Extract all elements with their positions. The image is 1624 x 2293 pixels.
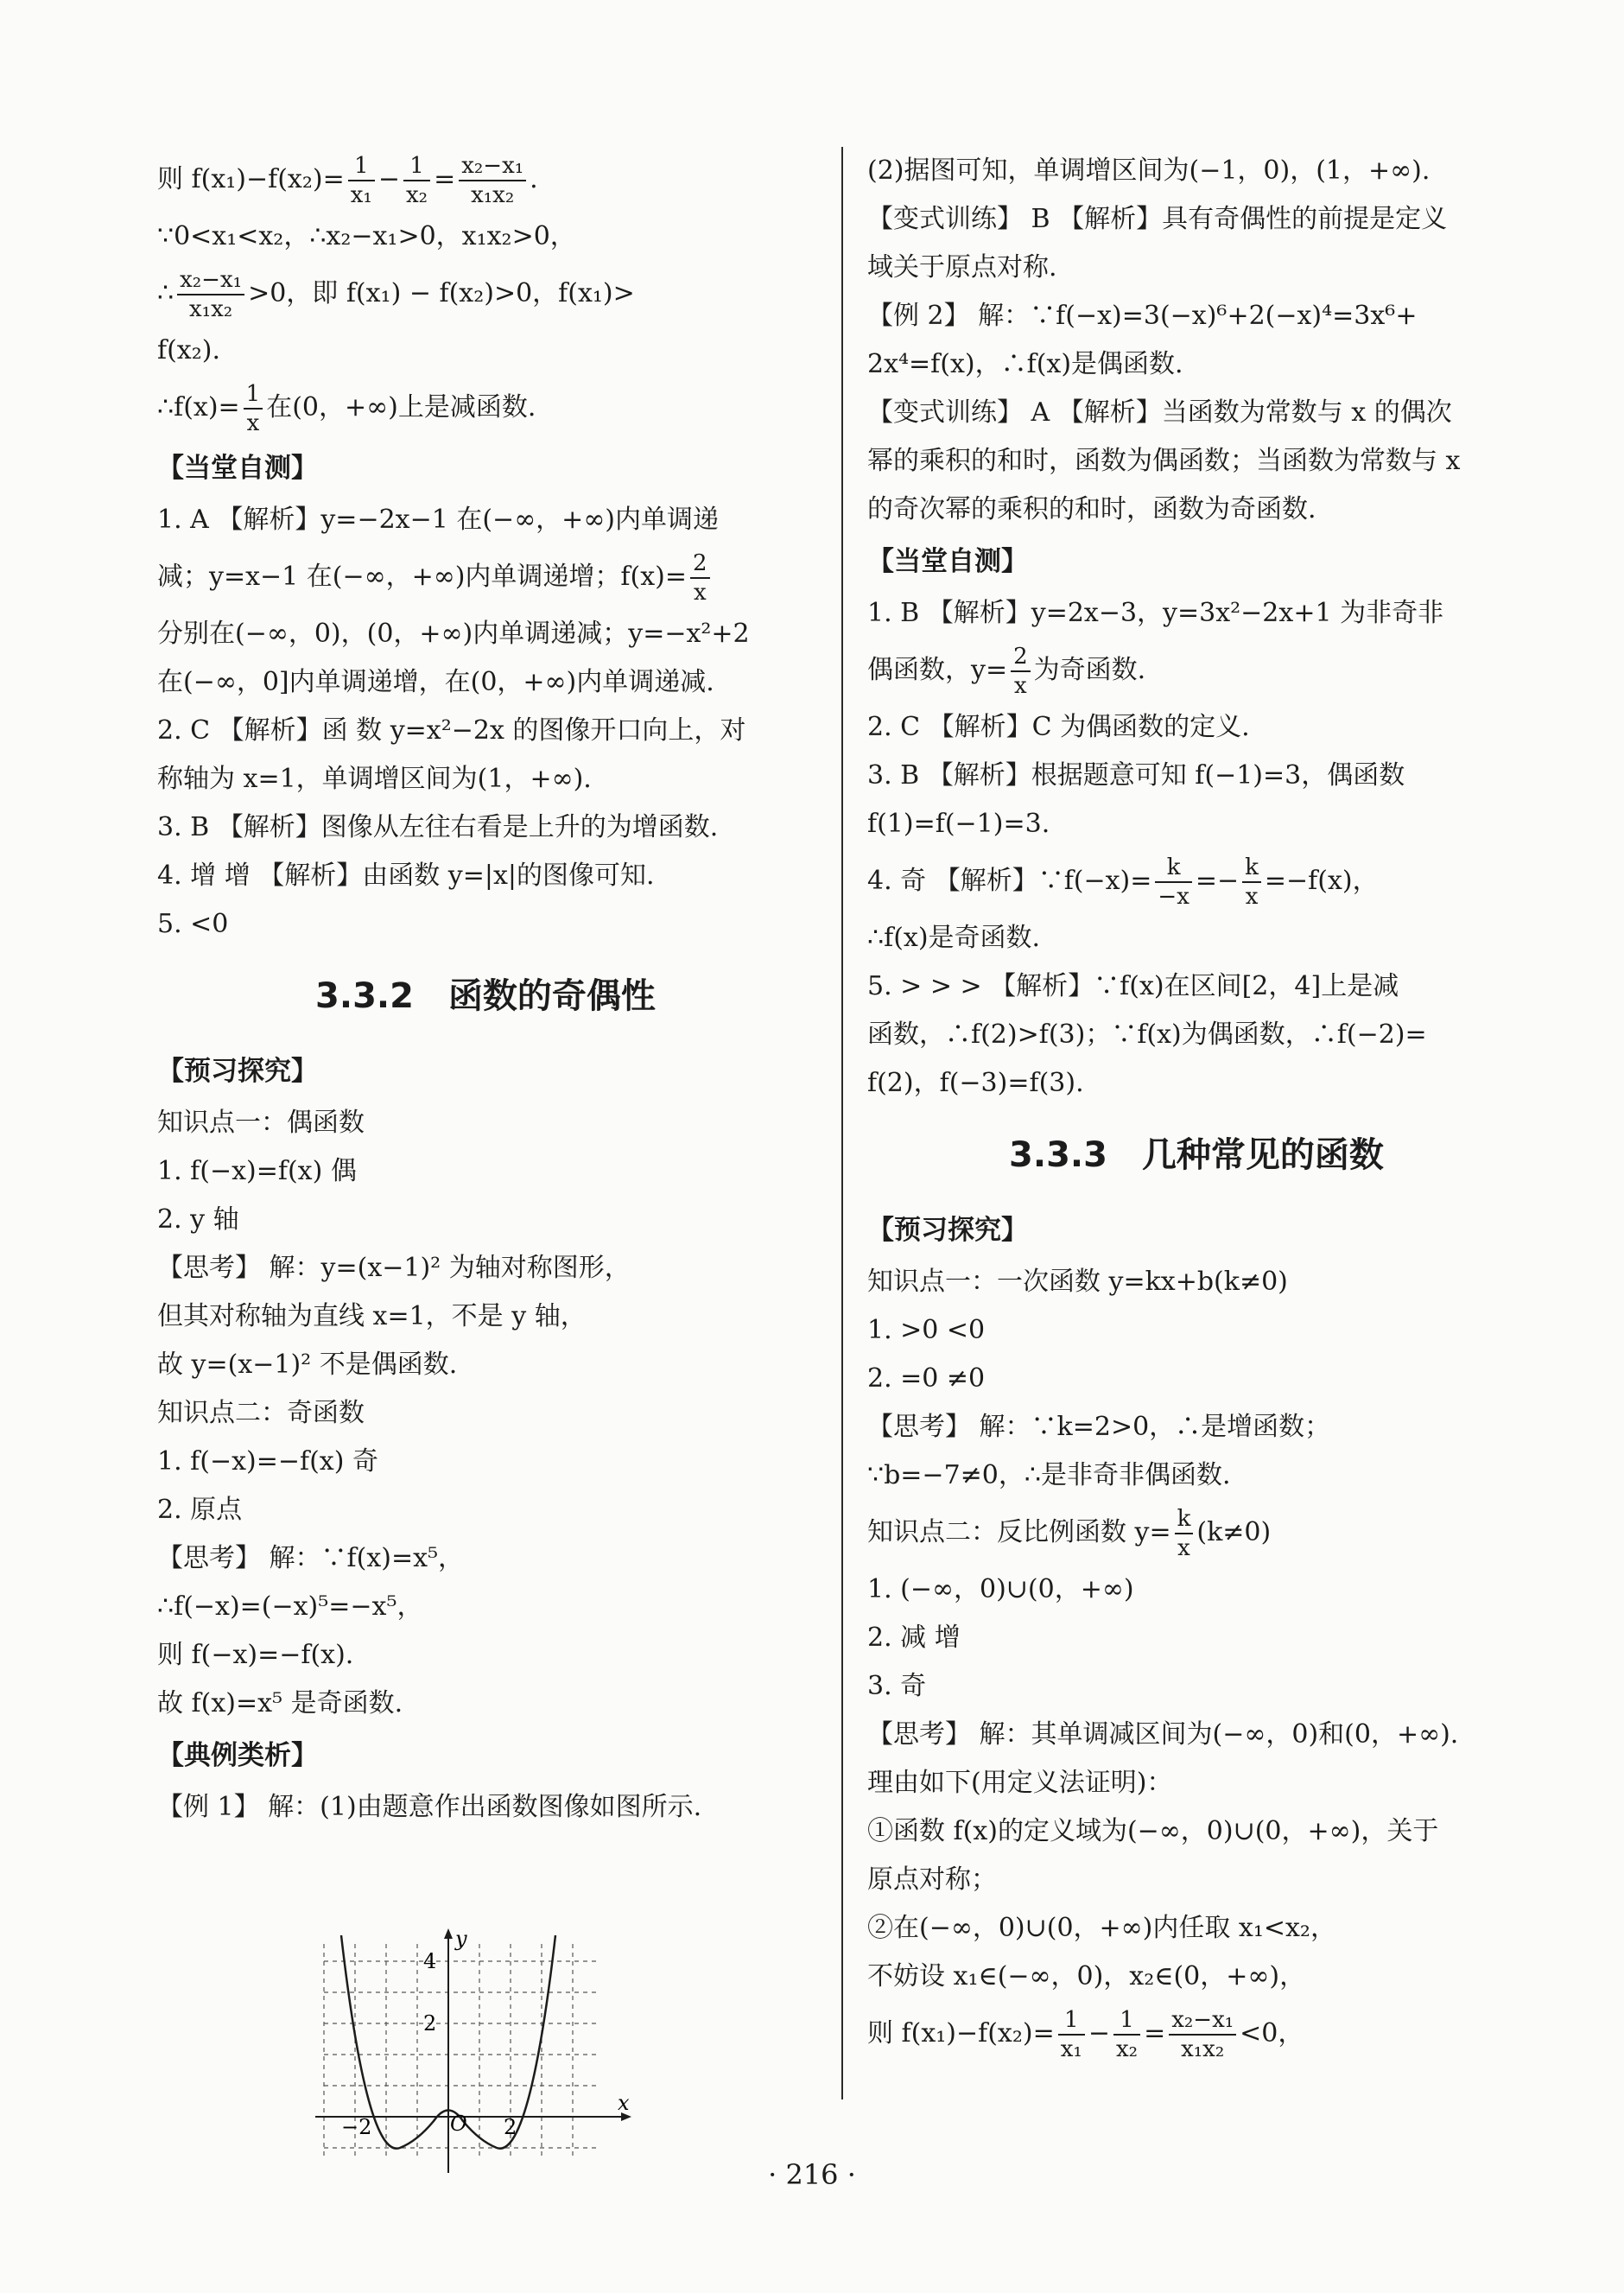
fraction: $\frac{\text{x₂−x₁}}{\text{x₁x₂}}$	[1169, 2006, 1236, 2063]
text-line: 1. (−∞，0)∪(0，+∞)	[867, 1574, 1134, 1604]
text-line: 1. >0 <0	[867, 1315, 986, 1345]
text-line: 2. =0 ≠0	[867, 1363, 986, 1394]
text-line: ∴ $\frac{\text{x₂−x₁}}{\text{x₁x₂}}$ >0，即 f(x₁) − f(x₂)>0，f(x₁)>	[157, 267, 635, 322]
text-line: 4. 增 增 【解析】由函数 y=|x|的图像可知.	[157, 861, 655, 891]
text-line: 【思考】 解：其单调减区间为(−∞，0)和(0，+∞).	[867, 1719, 1459, 1750]
text-line: 【例 2】 解：∵f(−x)=3(−x)⁶+2(−x)⁴=3x⁶+	[867, 301, 1418, 331]
y-axis-label: y	[455, 1927, 467, 1951]
text-line: ∴f(x)是奇函数.	[867, 923, 1041, 953]
fraction: $\frac{1}{x}$	[244, 380, 263, 437]
text-line: 【变式训练】 B 【解析】具有奇偶性的前提是定义	[867, 204, 1448, 234]
text-line: f(1)=f(−1)=3.	[867, 809, 1050, 839]
text-line: 故 y=(x−1)² 不是偶函数.	[157, 1350, 458, 1380]
text-line: 3. B 【解析】图像从左往右看是上升的为增函数.	[157, 812, 719, 842]
text-line: 则 f(x₁)−f(x₂)= $\frac{1}{\text{x₁}}$ − $\frac{1}{\text{x₂}}$ = $\frac{\text{x₂−x₁}}{\text{x₁x₂}}$ .	[157, 153, 538, 208]
text-line: 减；y=x−1 在(−∞，+∞)内单调递增；f(x)= $\frac{2}{x}$	[157, 544, 814, 610]
fraction: $\frac{1}{\text{x₁}}$	[1058, 2006, 1085, 2063]
x-axis-label: x	[618, 2091, 630, 2115]
text-line: 知识点二：奇函数	[157, 1398, 365, 1428]
fraction: $\frac{1}{\text{x₁}}$	[348, 152, 375, 209]
text-line: 2. y 轴	[157, 1204, 239, 1235]
fraction: $\frac{\text{x₂−x₁}}{\text{x₁x₂}}$	[177, 266, 244, 323]
text-line: 【思考】 解：y=(x−1)² 为轴对称图形，	[157, 1253, 631, 1283]
text-line: 1. A 【解析】y=−2x−1 在(−∞，+∞)内单调递	[157, 505, 720, 535]
section-title: 3.3.2 函数的奇偶性	[315, 976, 656, 1016]
text-line: 2x⁴=f(x)，∴f(x)是偶函数.	[867, 349, 1183, 379]
tick-label-x-neg2: −2	[341, 2115, 372, 2139]
text-line: 1. B 【解析】y=2x−3，y=3x²−2x+1 为非奇非	[867, 598, 1444, 628]
section-heading: 【当堂自测】	[157, 453, 318, 484]
text-line: 的奇次幂的乘积的和时，函数为奇函数.	[867, 494, 1316, 524]
section-heading: 【典例类析】	[157, 1740, 318, 1771]
tick-label-y4: 4	[423, 1949, 437, 1973]
text-line: 原点对称；	[867, 1864, 997, 1895]
text-line: f(x₂).	[157, 335, 220, 365]
text-line: 2. 原点	[157, 1495, 243, 1525]
text-line: 2. C 【解析】C 为偶函数的定义.	[867, 712, 1250, 742]
text-line: 5. <0	[157, 909, 229, 939]
text-line: 故 f(x)=x⁵ 是奇函数.	[157, 1688, 403, 1718]
text-line: ∵b=−7≠0，∴是非奇非偶函数.	[867, 1460, 1231, 1490]
text-line: 2. 减 增	[867, 1623, 961, 1653]
text-line: ①函数 f(x)的定义域为(−∞，0)∪(0，+∞)，关于	[867, 1816, 1439, 1846]
fraction: $\frac{k}{x}$	[1242, 854, 1261, 911]
text-line: (2)据图可知，单调增区间为(−1，0)，(1，+∞).	[867, 156, 1431, 186]
text-line: 【思考】 解：∵f(x)=x⁵，	[157, 1543, 465, 1573]
text: 则 f(x₁)−f(x₂)=	[157, 164, 345, 194]
text-line: 1. f(−x)=−f(x) 奇	[157, 1446, 378, 1477]
fraction: $\frac{1}{\text{x₂}}$	[403, 152, 430, 209]
text-line: 知识点一：偶函数	[157, 1108, 365, 1138]
fraction: $\frac{2}{x}$	[690, 549, 710, 607]
text-line: ∵0<x₁<x₂，∴x₂−x₁>0，x₁x₂>0，	[157, 221, 576, 251]
text-line: 称轴为 x=1，单调增区间为(1，+∞).	[157, 764, 592, 794]
text-line: 不妨设 x₁∈(−∞，0)，x₂∈(0，+∞)，	[867, 1961, 1306, 1991]
text-line: 知识点二：反比例函数 y= $\frac{k}{x}$ (k≠0)	[867, 1506, 1272, 1561]
text-line: 【思考】 解：∵k=2>0，∴是增函数；	[867, 1412, 1331, 1442]
text-line: ∴f(−x)=(−x)⁵=−x⁵，	[157, 1591, 423, 1622]
text-line: 域关于原点对称.	[867, 252, 1057, 283]
page-number: · 216 ·	[768, 2158, 856, 2191]
fraction: $\frac{\text{x₂−x₁}}{\text{x₁x₂}}$	[459, 152, 526, 209]
text-line: 偶函数，y= $\frac{2}{x}$ 为奇函数.	[867, 644, 1146, 699]
tick-label-y2: 2	[423, 2011, 437, 2036]
text-line: ②在(−∞，0)∪(0，+∞)内任取 x₁<x₂，	[867, 1913, 1336, 1943]
right-column	[867, 147, 1526, 2067]
text-line: 知识点一：一次函数 y=kx+b(k≠0)	[867, 1267, 1288, 1297]
text-line: ∴f(x)= $\frac{1}{x}$ 在(0，+∞)上是减函数.	[157, 381, 536, 436]
text-line: 5. > > > 【解析】∵f(x)在区间[2，4]上是减	[867, 971, 1399, 1001]
text-line: 则 f(x₁)−f(x₂)= $\frac{1}{\text{x₁}}$ − $\frac{1}{\text{x₂}}$ = $\frac{\text{x₂−x₁}}{\text{x₁x₂}}$ <0，	[867, 2007, 1304, 2062]
text-line: 1. f(−x)=f(x) 偶	[157, 1156, 357, 1186]
text-line: 4. 奇 【解析】∵f(−x)= $\frac{k}{-x}$ =− $\frac{k}{x}$ =−f(x)，	[867, 854, 1379, 910]
text-line: 则 f(−x)=−f(x).	[157, 1640, 354, 1670]
fraction: $\frac{1}{\text{x₂}}$	[1113, 2006, 1140, 2063]
fraction: $\frac{2}{x}$	[1011, 643, 1031, 700]
text-line: 3. 奇	[867, 1671, 927, 1701]
origin-label: O	[450, 2112, 467, 2136]
text-line: 幂的乘积的和时，函数为偶函数；当函数为常数与 x	[867, 446, 1461, 476]
left-column	[157, 147, 814, 1832]
section-heading: 【预习探究】	[867, 1215, 1028, 1246]
tick-label-x2: 2	[504, 2115, 517, 2139]
section-title: 3.3.3 几种常见的函数	[1009, 1135, 1384, 1175]
text-line: 分别在(−∞，0)，(0，+∞)内单调递减；y=−x²+2	[157, 619, 750, 649]
text-line: 但其对称轴为直线 x=1，不是 y 轴，	[157, 1301, 587, 1331]
y-axis-arrow	[444, 1928, 453, 1939]
fraction: $\frac{k}{x}$	[1175, 1505, 1194, 1562]
text-line: 理由如下(用定义法证明)：	[867, 1768, 1173, 1798]
text-line: 2. C 【解析】函 数 y=x²−2x 的图像开口向上，对	[157, 715, 746, 746]
text-line: 【例 1】 解：(1)由题意作出函数图像如图所示.	[157, 1792, 702, 1822]
text-line: 【变式训练】 A 【解析】当函数为常数与 x 的偶次	[867, 397, 1452, 428]
text-line: 在(−∞，0]内单调递增，在(0，+∞)内单调递减.	[157, 667, 714, 697]
function-graph	[307, 1927, 652, 2177]
text-line: 函数，∴f(2)>f(3)；∵f(x)为偶函数，∴f(−2)=	[867, 1019, 1427, 1050]
text-line: 3. B 【解析】根据题意可知 f(−1)=3，偶函数	[867, 760, 1405, 791]
section-heading: 【预习探究】	[157, 1056, 318, 1087]
section-heading: 【当堂自测】	[867, 546, 1028, 577]
fraction: $\frac{k}{-x}$	[1155, 854, 1191, 911]
text-line: f(2)，f(−3)=f(3).	[867, 1068, 1084, 1098]
